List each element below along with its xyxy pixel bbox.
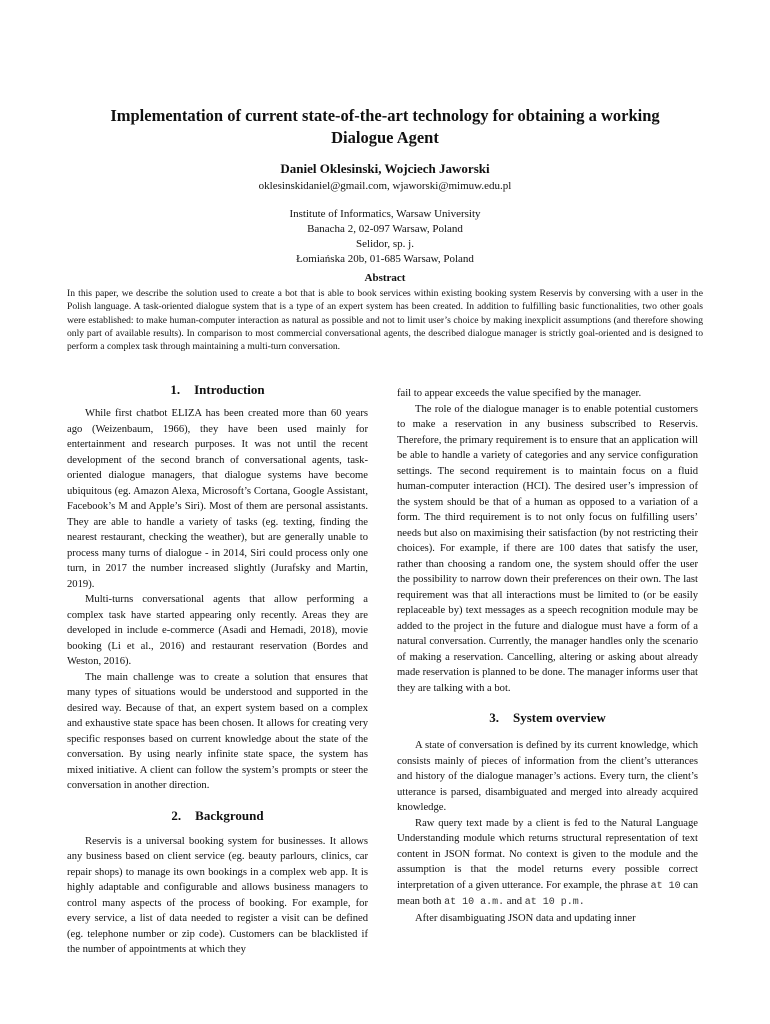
section-number: 3. xyxy=(489,710,499,725)
code-snippet: at 10 p.m. xyxy=(524,897,585,908)
affiliation-line: Banacha 2, 02-097 Warsaw, Poland xyxy=(307,223,463,235)
section-heading-introduction xyxy=(67,382,368,398)
text-run: and xyxy=(504,896,525,907)
section-heading-system-overview xyxy=(397,710,698,726)
affiliation-line: Łomiańska 20b, 01-685 Warsaw, Poland xyxy=(296,253,474,265)
section-heading-background xyxy=(67,808,368,824)
section-title: Background xyxy=(195,807,264,823)
code-snippet: at 10 xyxy=(650,880,681,892)
paragraph: Multi-turns conversational agents that allow performing a complex task have started appearing only recently. Areas they are developed in include e-commerce (Asadi and Hemadi, 2018), movie booking (Li et al., 2016) and restaurant reservation (Bordes and Weston, 2016). xyxy=(67,594,368,667)
section-title: System overview xyxy=(512,710,606,725)
paragraph-continuation: fail to appear exceeds the value specified by the manager. xyxy=(397,388,642,399)
section-number: 1. xyxy=(170,382,181,397)
text-run: can mean both xyxy=(397,879,698,907)
section-number: 2. xyxy=(171,807,182,823)
paragraph: While first chatbot ELIZA has been created more than 60 years ago (Weizenbaum, 1966), they have been used mainly for entertainment and research purposes. It was not until the recent development of the second branch of conversational agents, task-oriented dialogue managers, that dialogue systems have become ubiquitous (eg. Amazon Alexa, Microsoft’s Cortana, Google Assistant, Facebook’s M and Apple’s Siri). Most of them are personal assistants. They are able to handle a variety of tasks (eg. texting, finding the nearest restaurant, checking the weather), but are generally unable to process many turns of dialogue - in 2014, Siri could process only one turn, in 2017 the number increased slightly (Jurafsky and Martin, 2019). xyxy=(67,408,368,590)
paragraph-json xyxy=(397,816,698,911)
right-column xyxy=(397,386,698,926)
affiliation-line: Institute of Informatics, Warsaw University xyxy=(289,208,481,220)
paragraph: Reservis is a universal booking system for businesses. It allows any business based on client service (eg. beauty parlours, clinics, car repair shops) to manage its own bookings in a complex web app. It is highly adaptable and configurable and allows business managers to control many aspects of the process of booking. For example, for every service, a list of data needed to register a visit can be defined (eg. telephone number or zip code). Customers can be blacklisted if the number of appointments at which they xyxy=(67,835,368,955)
affiliation xyxy=(60,207,710,267)
abstract-text: In this paper, we describe the solution used to create a bot that is able to book services within existing booking system Reservis by conversing with a user in the Polish language. A task-oriented dialogue system that is a type of an expert system has been created. In addition to fulfilling basic functionalities, two other goals were established: to make human-computer interaction as natural as possible and not to limit user’s choice by making inexplicit assumptions (and therefore showing only part of available results). In comparison to most commercial conversational agents, the described dialogue manager is strictly goal-oriented and is designed to perform a complex task through maintaining a multi-turn conversation. xyxy=(67,288,703,353)
paragraph: After disambiguating JSON data and updating inner xyxy=(415,912,636,924)
affiliation-line: Selidor, sp. j. xyxy=(356,238,414,250)
section-title: Introduction xyxy=(194,382,265,397)
paper-title xyxy=(60,105,710,149)
title-line: Implementation of current state-of-the-art technology for obtaining a working xyxy=(110,106,660,125)
paragraph: The role of the dialogue manager is to enable potential customers to make a reservation in any business subscribed to Reservis. Therefore, the primary requirement is to ensure that an application will be able to handle a variety of categories and any service configuration settings. The second requirement is to maintain focus on a fluid human-computer interaction (HCI). The desired user’s impression of the system should be that of a human as opposed to a variation of a form. The third requirement is to not only focus on fulfilling users’ needs but also on maximising their satisfaction (by not restricting their choices). For example, if there are 100 dates that satisfy the user, rather than choosing a random one, the system should offer the user the possibility to narrow down their preferences on their own. The last requirement was that all interactions must be limited to (or be easily replaceable by) text messages as a speech recognition module may be added to the project in the future and dialogue must have a form of a natural conversation. Currently, the manager handles only the scenario of making a reservation. Cancelling, altering or asking about already made reservation is planned to be done. The manager informs user that they are talking with a bot. xyxy=(397,403,698,694)
paragraph: The main challenge was to create a solution that ensures that many types of situations would be understood and supported in the desired way. Because of that, an expert system based on a complex and exhaustive state space has been chosen. It allows for creating very specific responses based on current knowledge about the state of the conversation. By using nearly infinite state space, the system has mixed initiative. A client can follow the system’s prompts or steer the conversation in another direction. xyxy=(67,671,368,791)
title-line: Dialogue Agent xyxy=(331,128,439,147)
abstract-heading: Abstract xyxy=(364,272,406,284)
text-run: Raw query text made by a client is fed to the Natural Language Understanding module which returns structural representation of text content in JSON format. No context is given to the module and the assumption is that the model returns every possible correct interpretation of a given utterance. For example, the phrase xyxy=(397,817,698,891)
paragraph: A state of conversation is defined by its current knowledge, which consists mainly of pieces of information from the client’s utterances and history of the dialogue manager’s actions. Every turn, the client’s utterance is parsed, disambiguated and merged into already acquired knowledge. xyxy=(397,740,698,813)
author-emails: oklesinskidaniel@gmail.com, wjaworski@mimuw.edu.pl xyxy=(258,180,512,192)
left-column xyxy=(67,382,368,958)
authors: Daniel Oklesinski, Wojciech Jaworski xyxy=(280,161,490,176)
code-snippet: at 10 a.m. xyxy=(444,897,505,908)
